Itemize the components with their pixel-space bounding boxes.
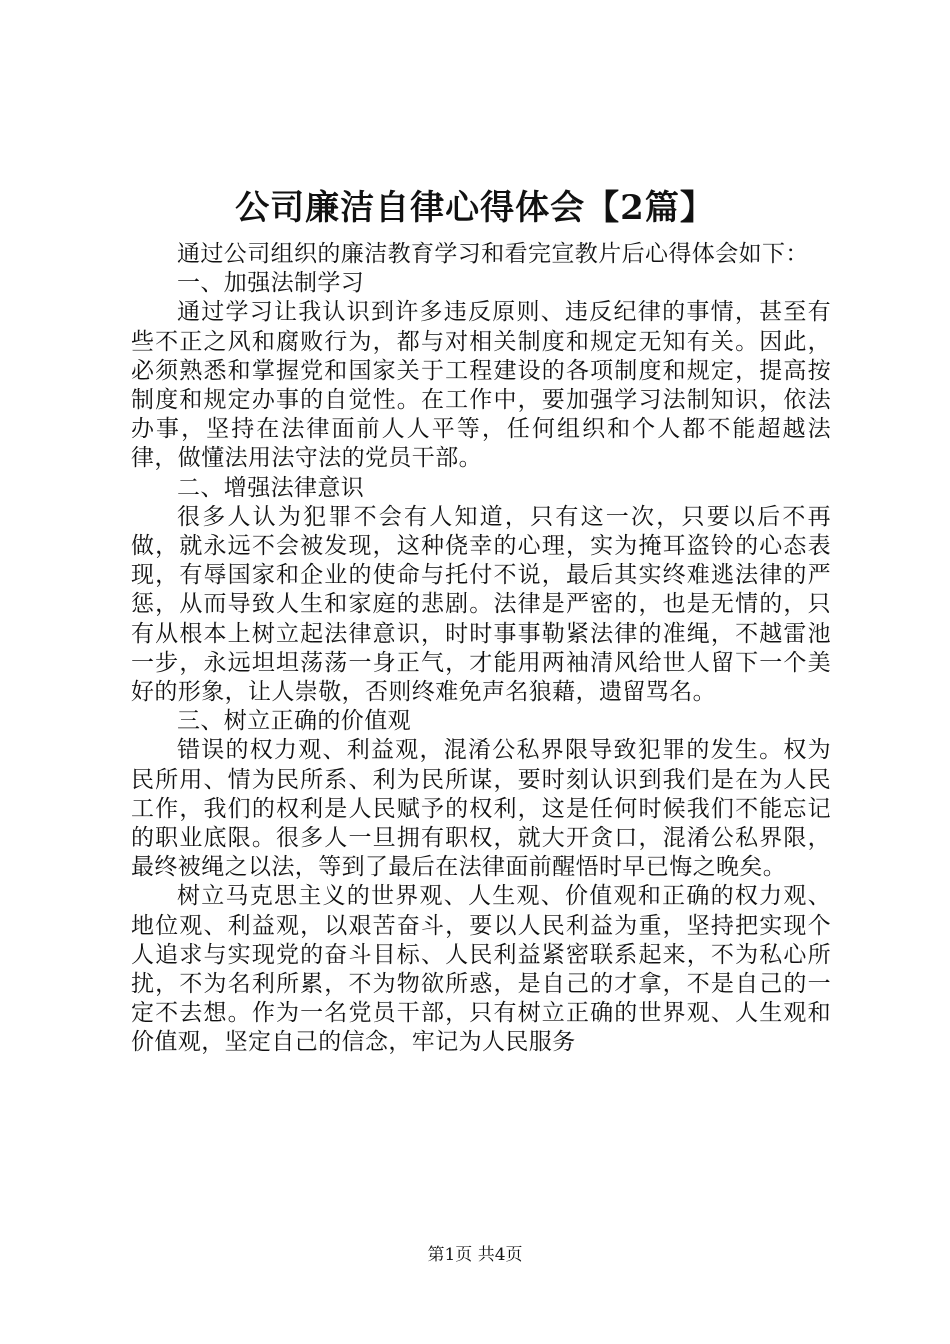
section-heading-3: 三、树立正确的价值观 [177, 708, 411, 735]
document-title: 公司廉洁自律心得体会【2篇】 [235, 188, 715, 228]
section-heading-2: 二、增强法律意识 [177, 474, 365, 501]
page-footer: 第1页 共4页 [427, 1245, 523, 1265]
paragraph-section-2: 很多人认为犯罪不会有人知道，只有这一次，只要以后不再做，就永远不会被发现，这种侥幸的心理，实为掩耳盗铃的心态表现，有辱国家和企业的使命与托付不说，最后其实终难逃法律的严惩，从而导致人生和家庭的悲剧。法律是严密的，也是无情的，只有从根本上树立起法律意识，时时事事勒紧法律的准绳，不越雷池一步，永远坦坦荡荡一身正气，才能用两袖清风给世人留下一个美好的形象，让人崇敬，否则终难免声名狼藉，遗留骂名。 [131, 503, 831, 706]
paragraph-intro: 通过公司组织的廉洁教育学习和看完宣教片后心得体会如下： [177, 241, 809, 267]
document-body [131, 240, 831, 1058]
paragraph-section-1: 通过学习让我认识到许多违反原则、违反纪律的事情，甚至有些不正之风和腐败行为，都与对相关制度和规定无知有关。因此，必须熟悉和掌握党和国家关于工程建设的各项制度和规定，提高按制度和规定办事的自觉性。在工作中，要加强学习法制知识，依法办事，坚持在法律面前人人平等，任何组织和个人都不能超越法律，做懂法用法守法的党员干部。 [131, 299, 831, 472]
section-heading-1: 一、加强法制学习 [177, 270, 365, 297]
paragraph-section-3-continued: 树立马克思主义的世界观、人生观、价值观和正确的权力观、地位观、利益观，以艰苦奋斗，要以人民利益为重，坚持把实现个人追求与实现党的奋斗目标、人民利益紧密联系起来，不为私心所扰，不为名利所累，不为物欲所惑，是自己的才拿，不是自己的一定不去想。作为一名党员干部，只有树立正确的世界观、人生观和价值观，坚定自己的信念，牢记为人民服务 [131, 883, 831, 1056]
paragraph-section-3: 错误的权力观、利益观，混淆公私界限导致犯罪的发生。权为民所用、情为民所系、利为民所谋，要时刻认识到我们是在为人民工作，我们的权利是人民赋予的权利，这是任何时候我们不能忘记的职业底限。很多人一旦拥有职权，就大开贪口，混淆公私界限，最终被绳之以法，等到了最后在法律面前醒悟时早已悔之晚矣。 [131, 737, 831, 881]
